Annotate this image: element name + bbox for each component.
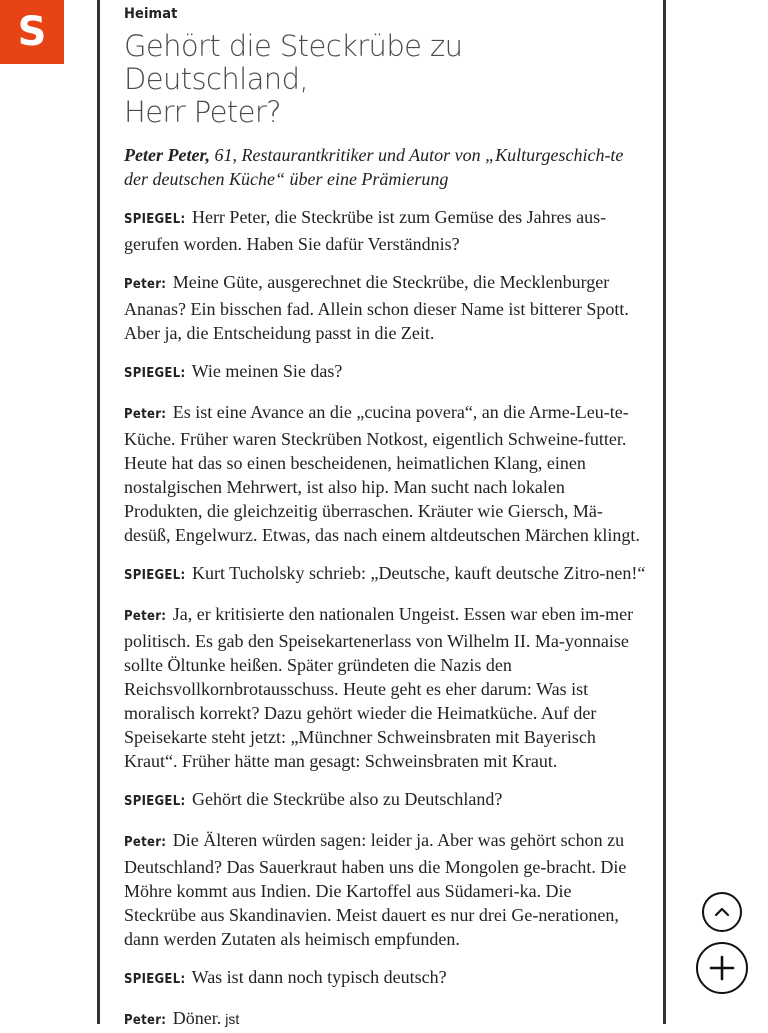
headline-line-2: Herr Peter? — [124, 95, 281, 129]
headline-line-1: Gehört die Steckrübe zu Deutschland, — [124, 29, 463, 96]
author-signature: jst — [225, 1011, 240, 1027]
qa-paragraph — [124, 205, 646, 256]
speaker-label: Peter: — [124, 407, 167, 422]
article-headline — [124, 30, 646, 129]
qa-text: Döner. — [172, 1008, 222, 1028]
qa-paragraph — [124, 270, 646, 345]
article-panel — [97, 0, 666, 1028]
qa-paragraph — [124, 400, 646, 547]
speaker-label: SPIEGEL: — [124, 212, 186, 227]
deck-name: Peter Peter, — [124, 145, 210, 165]
article-deck — [124, 143, 646, 191]
qa-paragraph — [124, 359, 646, 386]
qa-paragraph — [124, 787, 646, 814]
speaker-label: Peter: — [124, 835, 167, 850]
deck-text: 61, Restaurantkritiker und Autor von „Kulturgeschich-te der deutschen Küche“ über eine Prämierung — [124, 145, 624, 189]
qa-text: Wie meinen Sie das? — [191, 361, 343, 381]
qa-text: Was ist dann noch typisch deutsch? — [191, 967, 447, 987]
qa-paragraph — [124, 965, 646, 992]
speaker-label: SPIEGEL: — [124, 568, 186, 583]
scroll-to-top-button[interactable] — [702, 892, 742, 932]
article-kicker: Heimat — [124, 6, 178, 22]
qa-paragraph — [124, 561, 646, 588]
speaker-label: SPIEGEL: — [124, 972, 186, 987]
spiegel-logo[interactable] — [0, 0, 64, 64]
logo-letter: S — [17, 9, 47, 55]
chevron-up-icon — [712, 902, 732, 922]
speaker-label: SPIEGEL: — [124, 366, 186, 381]
qa-paragraph — [124, 602, 646, 773]
speaker-label: Peter: — [124, 1013, 167, 1028]
qa-text: Meine Güte, ausgerechnet die Steckrübe, die Mecklenburger Ananas? Ein bisschen fad. Allein schon dieser Name ist bitterer Spott. Aber ja, die Entscheidung passt in die Zeit. — [124, 272, 629, 343]
qa-paragraph — [124, 828, 646, 951]
article-content — [124, 0, 646, 1033]
plus-icon — [708, 954, 736, 982]
speaker-label: SPIEGEL: — [124, 794, 186, 809]
speaker-label: Peter: — [124, 277, 167, 292]
add-button[interactable] — [696, 942, 748, 994]
qa-text: Herr Peter, die Steckrübe ist zum Gemüse des Jahres aus-gerufen worden. Haben Sie dafür Verständnis? — [124, 207, 607, 254]
qa-paragraph — [124, 1006, 646, 1033]
qa-text: Kurt Tucholsky schrieb: „Deutsche, kauft deutsche Zitro-nen!“ — [191, 563, 646, 583]
qa-text: Ja, er kritisierte den nationalen Ungeist. Essen war eben im-mer politisch. Es gab den Speisekartenerlass von Wilhelm II. Ma-yonnaise sollte Öltunke heißen. Später gründeten die Nazis den Reichsvollkornbrotausschuss. Heute geht es eher darum: Was ist moralisch korrekt? Dazu gehört wieder die Heimatküche. Auf der Speisekarte steht jetzt: „Münchner Schweinsbraten mit Bayerisch Kraut“. Früher hätte man gesagt: Schweinsbraten mit Kraut. — [124, 604, 634, 771]
qa-text: Die Älteren würden sagen: leider ja. Aber was gehört schon zu Deutschland? Das Sauerkraut haben uns die Mongolen ge-bracht. Die Möhre kommt aus Indien. Die Kartoffel aus Südameri-ka. Die Steckrübe aus Skandinavien. Meist dauert es nur drei Ge-nerationen, dann werden Zutaten als heimisch empfunden. — [124, 830, 627, 949]
qa-text: Gehört die Steckrübe also zu Deutschland? — [191, 789, 503, 809]
qa-text: Es ist eine Avance an die „cucina povera“, an die Arme-Leu-te-Küche. Früher waren Steckrüben Notkost, eigentlich Schweine-futter. Heute hat das so einen bescheidenen, heimatlichen Klang, einen nostalgischen Mehrwert, ist also hip. Man sucht nach lokalen Produkten, die gleichzeitig überraschen. Kräuter wie Giersch, Mä-desüß, Engelwurz. Etwas, das nach einem altdeutschen Märchen klingt. — [124, 402, 640, 545]
speaker-label: Peter: — [124, 609, 167, 624]
